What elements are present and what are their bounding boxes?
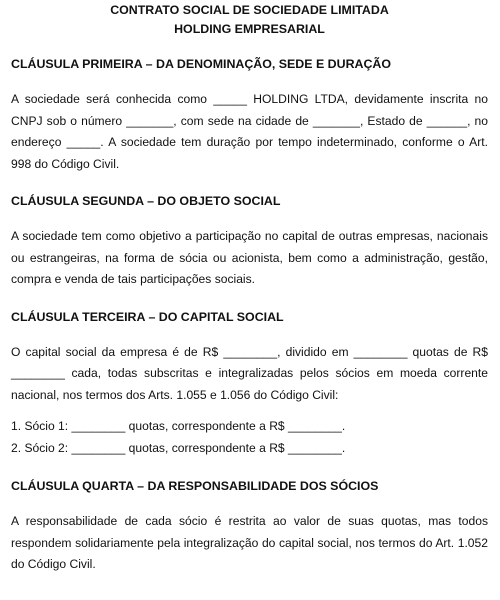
clause-heading: CLÁUSULA SEGUNDA – DO OBJETO SOCIAL — [11, 194, 281, 208]
document-subtitle: HOLDING EMPRESARIAL — [174, 22, 325, 36]
clause-paragraph: A responsabilidade de cada sócio é restrita ao valor de suas quotas, mas todos respondem solidariamente pela integralização do capital social, nos termos do Art. 1.052 do Código Civil. — [11, 514, 488, 571]
document-title: CONTRATO SOCIAL DE SOCIEDADE LIMITADA — [110, 3, 389, 17]
list-item: 1. Sócio 1: ________ quotas, correspondente a R$ ________. — [11, 419, 346, 433]
clause-paragraph: O capital social da empresa é de R$ ________, dividido em ________ quotas de R$ ________ cada, todas subscritas e integralizadas pelos sócios em moeda corrente nacional, nos termos dos Arts. 1.055 e 1.056 do Código Civil: — [11, 344, 488, 402]
clause-first — [11, 56, 488, 175]
clause-second — [11, 193, 488, 291]
partner-quota-list — [11, 416, 488, 459]
list-item: 2. Sócio 2: ________ quotas, correspondente a R$ ________. — [11, 440, 346, 455]
clause-paragraph: A sociedade tem como objetivo a participação no capital de outras empresas, nacionais ou estrangeiras, na forma de sócia ou acionista, bem como a administração, gestão, compra e venda de tais participações sociais. — [11, 229, 488, 286]
clause-heading: CLÁUSULA TERCEIRA – DO CAPITAL SOCIAL — [11, 309, 284, 324]
clause-fourth — [11, 478, 488, 576]
clause-heading: CLÁUSULA PRIMEIRA – DA DENOMINAÇÃO, SEDE E DURAÇÃO — [11, 57, 391, 71]
clause-heading: CLÁUSULA QUARTA – DA RESPONSABILIDADE DOS SÓCIOS — [11, 479, 379, 493]
clause-paragraph: A sociedade será conhecida como _____ HOLDING LTDA, devidamente inscrita no CNPJ sob o número _______, com sede na cidade de _______, Estado de ______, no endereço _____. A sociedade tem duração por tempo indeterminado, conforme o Art. 998 do Código Civil. — [11, 92, 488, 171]
clause-third — [11, 309, 488, 460]
